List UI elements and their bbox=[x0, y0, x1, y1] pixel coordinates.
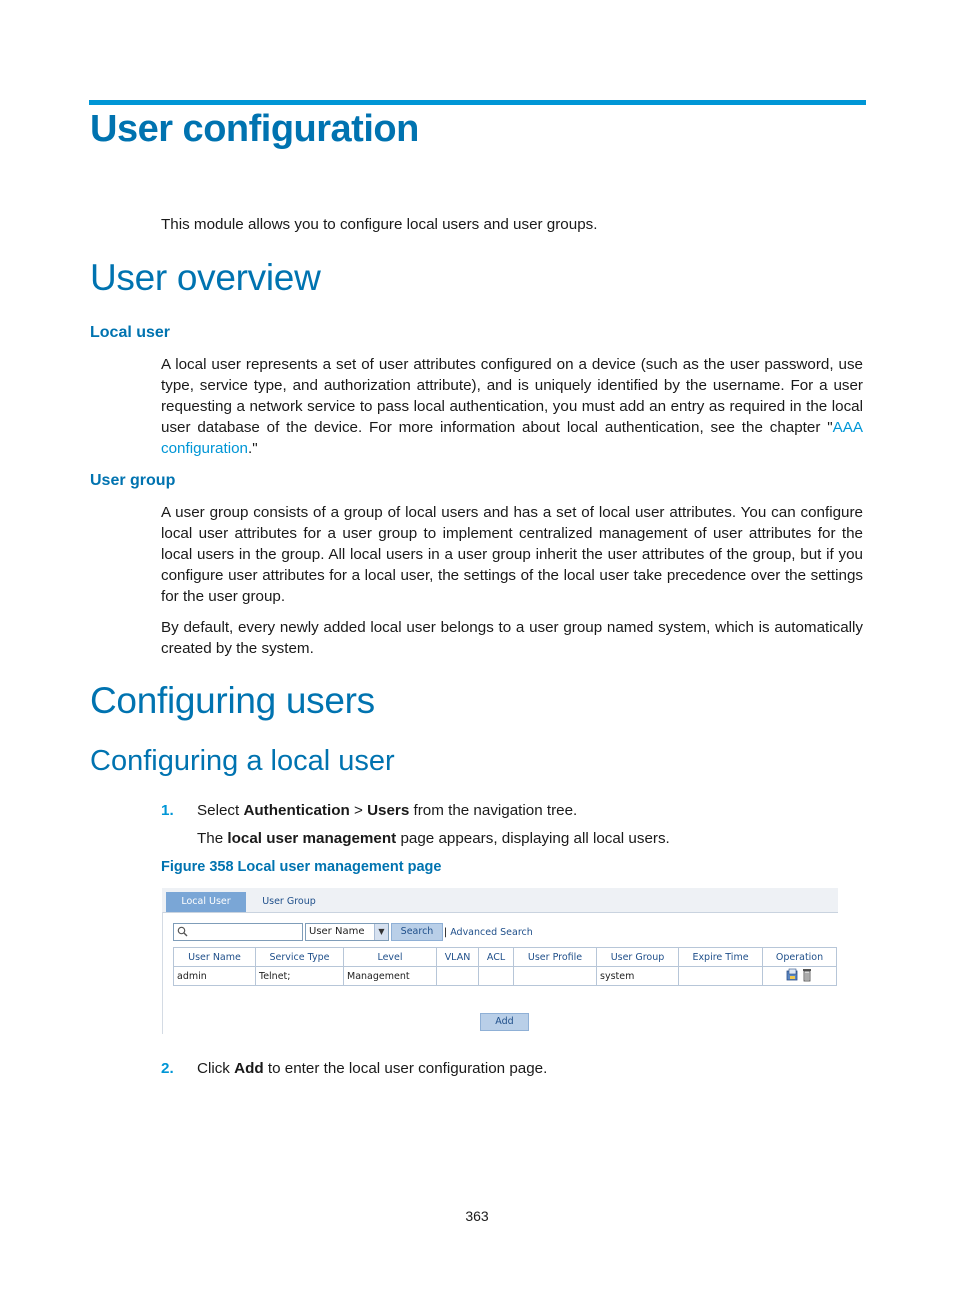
step-1-result: The local user management page appears, displaying all local users. bbox=[197, 830, 670, 847]
chevron-down-icon: ▼ bbox=[374, 924, 388, 940]
title-rule bbox=[89, 100, 866, 105]
local-user-text: A local user represents a set of user attributes configured on a device (such as the user password, use type, service type, and authorization attribute), and is uniquely identified by the username. For a user requesting a network service to pass local authentication, you must add an entry as required in the local user database of the device. For more information about local authentication, see the chapter " bbox=[161, 356, 863, 436]
column-header: Operation bbox=[763, 948, 837, 967]
add-button[interactable]: Add bbox=[480, 1013, 529, 1031]
step-2-text: Click Add to enter the local user configuration page. bbox=[197, 1060, 548, 1077]
page-number: 363 bbox=[465, 1208, 489, 1224]
subsection-local-user: Local user bbox=[90, 324, 171, 341]
tab-user-group[interactable]: User Group bbox=[262, 896, 316, 907]
column-header[interactable]: User Profile bbox=[514, 948, 597, 967]
local-user-table bbox=[173, 947, 837, 986]
aaa-configuration-link[interactable]: AAA configuration bbox=[161, 419, 863, 457]
column-header[interactable]: Level bbox=[344, 948, 437, 967]
separator: | bbox=[444, 927, 448, 938]
search-field-select[interactable] bbox=[305, 923, 389, 941]
cell-vlan bbox=[437, 967, 479, 986]
cell-expire-time bbox=[679, 967, 763, 986]
cell-operation bbox=[763, 967, 837, 986]
cell-user-profile bbox=[514, 967, 597, 986]
step-2-add: Add bbox=[234, 1060, 264, 1077]
intro-text: This module allows you to configure local users and user groups. bbox=[161, 216, 598, 233]
page-title: User configuration bbox=[90, 108, 419, 150]
cell-user-group: system bbox=[597, 967, 679, 986]
step-1-number: 1. bbox=[161, 802, 174, 819]
step-1-text: Select Authentication > Users from the navigation tree. bbox=[197, 802, 578, 819]
cell-level: Management bbox=[344, 967, 437, 986]
table-row bbox=[174, 967, 837, 986]
user-group-paragraph-2: By default, every newly added local user belongs to a user group named system, which is automatically created by the system. bbox=[161, 619, 863, 657]
search-icon bbox=[177, 926, 188, 937]
step-2-number: 2. bbox=[161, 1060, 174, 1077]
panel-border bbox=[162, 912, 163, 1034]
section-user-overview: User overview bbox=[90, 257, 321, 298]
figure-caption: Figure 358 Local user management page bbox=[161, 859, 442, 875]
advanced-search bbox=[444, 927, 533, 938]
search-input[interactable] bbox=[173, 923, 303, 941]
column-header[interactable]: Expire Time bbox=[679, 948, 763, 967]
step-1-authentication: Authentication bbox=[243, 802, 350, 819]
step-1-page-name: local user management bbox=[227, 830, 397, 847]
column-header[interactable]: VLAN bbox=[437, 948, 479, 967]
section-configuring-local-user: Configuring a local user bbox=[90, 745, 395, 777]
cell-user-name: admin bbox=[174, 967, 256, 986]
column-header[interactable]: ACL bbox=[479, 948, 514, 967]
user-group-paragraph-1: A user group consists of a group of local users and has a set of local user attributes. You can configure local user attributes for a user group to implement centralized management of user attributes for the local users in the group. All local users in a user group inherit the user attributes of the group, but if you configure user attributes for a local user, the settings of the local user take precedence over the settings for the user group. bbox=[161, 504, 863, 605]
column-header[interactable]: User Name bbox=[174, 948, 256, 967]
edit-icon[interactable] bbox=[787, 969, 797, 980]
column-header[interactable]: Service Type bbox=[256, 948, 344, 967]
local-user-paragraph bbox=[161, 354, 863, 459]
local-user-text-end: ." bbox=[247, 440, 258, 457]
cell-acl bbox=[479, 967, 514, 986]
step-1-users: Users bbox=[367, 802, 410, 819]
search-button[interactable]: Search bbox=[391, 923, 443, 941]
section-configuring-users: Configuring users bbox=[90, 680, 375, 721]
advanced-search-link[interactable]: Advanced Search bbox=[450, 927, 533, 938]
local-user-management-screenshot bbox=[162, 888, 838, 1034]
tab-bar bbox=[162, 888, 838, 913]
operation-icons bbox=[785, 968, 815, 982]
table-header-row bbox=[174, 948, 837, 967]
cell-service-type: Telnet; bbox=[256, 967, 344, 986]
tab-local-user[interactable]: Local User bbox=[166, 892, 246, 912]
column-header[interactable]: User Group bbox=[597, 948, 679, 967]
subsection-user-group: User group bbox=[90, 472, 176, 489]
search-field-value: User Name bbox=[309, 926, 365, 937]
delete-icon[interactable] bbox=[803, 969, 811, 981]
